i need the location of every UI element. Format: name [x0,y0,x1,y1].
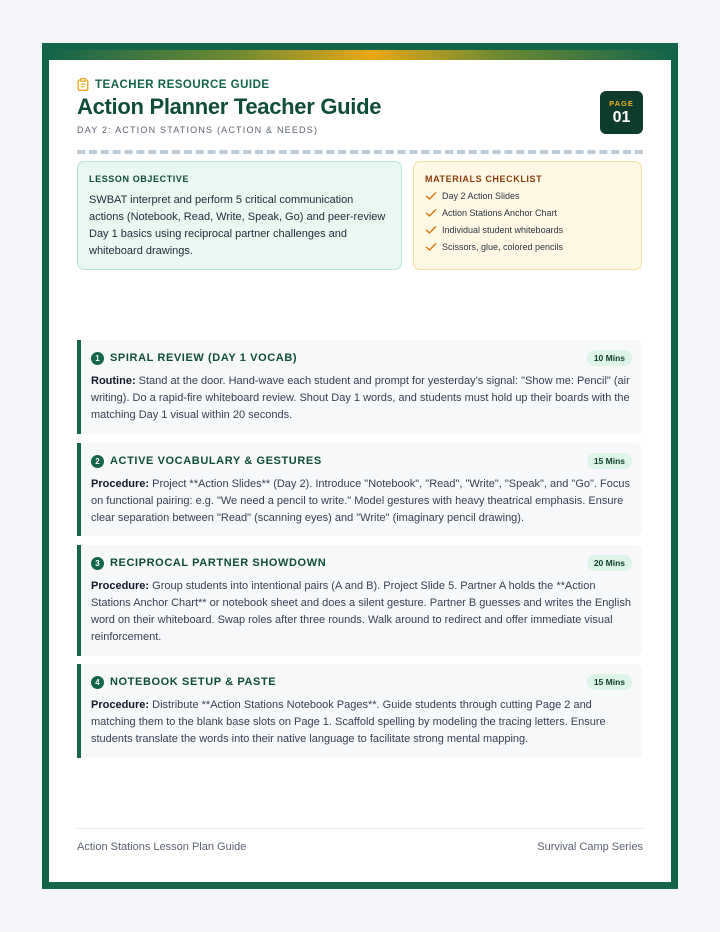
page-label: PAGE [609,99,634,108]
section-title: NOTEBOOK SETUP & PASTE [110,676,277,688]
lesson-objective-card [77,161,402,270]
checkmark-icon [425,225,437,235]
page-header [77,78,643,135]
section-text: Group students into intentional pairs (A and B). Project Slide 5. Partner A holds the **Action Stations Anchor Chart** or notebook sheet and does a silent gesture. Partner B guesses and writes the English word on their whiteboard. Swap roles after three rounds. Walk around to redirect and offer immediate visual reinforcement. [91,580,631,643]
materials-item-label: Scissors, glue, colored pencils [442,241,564,252]
section-lead: Procedure: [91,699,150,711]
section-header [91,555,632,571]
lesson-section [77,545,642,656]
section-title: SPIRAL REVIEW (DAY 1 VOCAB) [110,352,298,364]
section-number: 2 [91,455,104,468]
lesson-section [77,340,642,434]
materials-checklist-card [413,161,642,270]
objective-heading: LESSON OBJECTIVE [89,174,190,184]
page-badge [600,91,643,134]
section-text: Stand at the door. Hand-wave each student and prompt for yesterday's signal: "Show me: Pencil" (air writing). Do a rapid-fire whiteboard review. Shout Day 1 words, and students must hold up their boards with the matching Day 1 visual within 20 seconds. [91,375,630,421]
section-header [91,453,632,469]
materials-item-label: Individual student whiteboards [442,224,564,235]
materials-item [425,221,630,238]
section-number: 3 [91,557,104,570]
kicker [77,78,643,91]
duration-badge: 20 Mins [587,555,632,571]
section-lead: Routine: [91,375,136,387]
section-body [91,373,632,424]
accent-bar [49,50,671,60]
objective-text: SWBAT interpret and perform 5 critical communication actions (Notebook, Read, Write, Speak, Go) and peer-review Day 1 basics using reciprocal partner challenges and whiteboard drawings. [89,194,386,257]
footer-left: Action Stations Lesson Plan Guide [77,841,247,853]
dashed-divider [77,150,643,154]
page-footer [77,828,643,853]
page-number: 01 [612,109,631,126]
materials-item [425,187,630,204]
page-title: Action Planner Teacher Guide [77,94,382,119]
page-sheet [49,50,671,882]
section-number: 1 [91,352,104,365]
section-header [91,674,632,690]
checkmark-icon [425,242,437,252]
materials-item-label: Action Stations Anchor Chart [442,207,558,218]
kicker-text: TEACHER RESOURCE GUIDE [95,78,270,91]
section-title: RECIPROCAL PARTNER SHOWDOWN [110,557,327,569]
section-body [91,578,632,646]
duration-badge: 15 Mins [587,674,632,690]
materials-list [425,187,630,255]
footer-right: Survival Camp Series [537,841,643,853]
materials-item-label: Day 2 Action Slides [442,190,520,201]
section-text: Distribute **Action Stations Notebook Pages**. Guide students through cutting Page 2 and matching them to the blank base slots on Page 1. Scaffold spelling by modeling the tracing letters. Ensure students translate the words into their native language to facilitate strong mental mapping. [91,699,606,745]
section-body [91,697,632,748]
checkmark-icon [425,208,437,218]
checkmark-icon [425,191,437,201]
materials-item [425,204,630,221]
lesson-section [77,443,642,536]
page-subtitle: DAY 2: ACTION STATIONS (ACTION & NEEDS) [77,125,319,135]
clipboard-icon [77,78,89,91]
materials-heading: MATERIALS CHECKLIST [425,174,543,184]
section-text: Project **Action Slides** (Day 2). Introduce "Notebook", "Read", "Write", "Speak", and "Go". Focus on functional pairing: e.g. "We need a pencil to write." Model gestures with heavy theatrical emphasis. Ensure clear separation between "Read" (scanning eyes) and "Write" (imaginary pencil drawing). [91,478,630,524]
duration-badge: 15 Mins [587,453,632,469]
section-header [91,350,632,366]
section-body [91,476,632,527]
section-title: ACTIVE VOCABULARY & GESTURES [110,455,322,467]
section-number: 4 [91,676,104,689]
duration-badge: 10 Mins [587,350,632,366]
section-lead: Procedure: [91,478,150,490]
page-frame [42,43,678,889]
materials-item [425,238,630,255]
section-lead: Procedure: [91,580,150,592]
lesson-section [77,664,642,758]
